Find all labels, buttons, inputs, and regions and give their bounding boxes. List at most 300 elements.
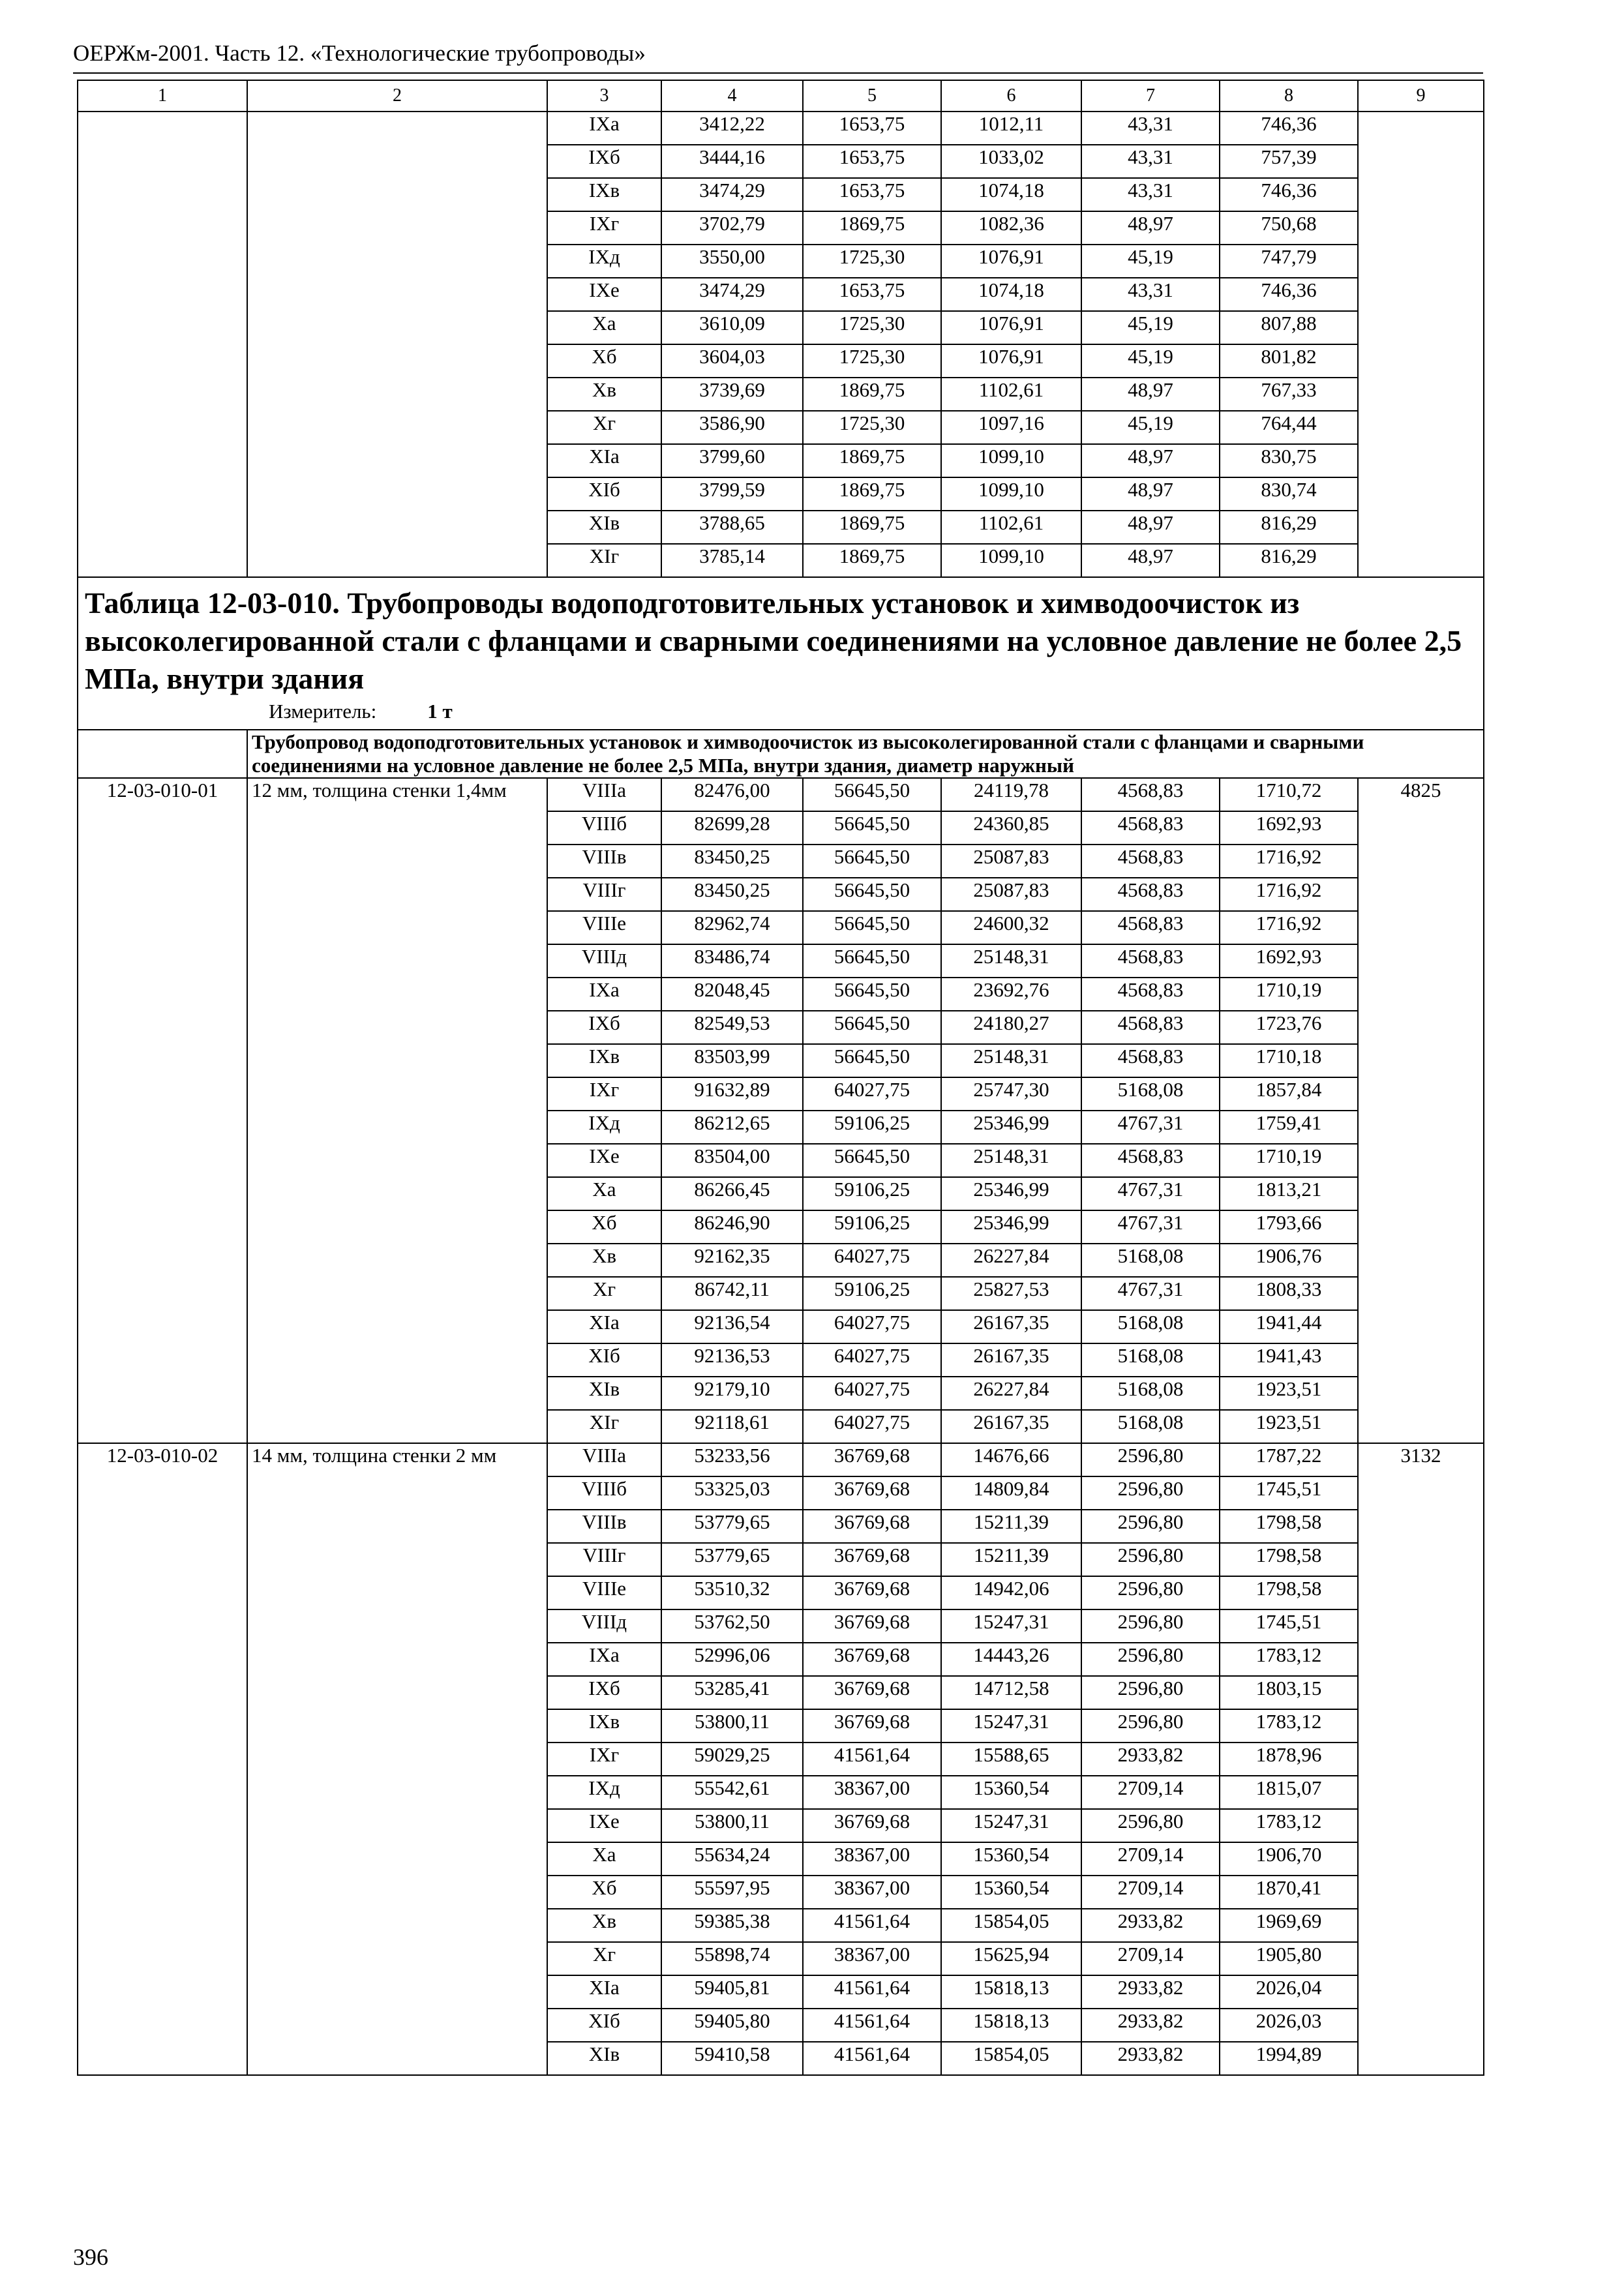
value-cell: 15360,54: [941, 1776, 1081, 1809]
value-cell: 816,29: [1220, 511, 1358, 544]
value-cell: 4568,83: [1081, 1044, 1220, 1077]
value-cell: 82048,45: [661, 978, 803, 1011]
value-cell: 36769,68: [803, 1543, 941, 1576]
value-cell: 92118,61: [661, 1410, 803, 1443]
value-cell: 767,33: [1220, 378, 1358, 411]
value-cell: 4568,83: [1081, 778, 1220, 811]
value-cell: 4767,31: [1081, 1177, 1220, 1210]
value-cell: 26167,35: [941, 1310, 1081, 1343]
value-cell: 1798,58: [1220, 1510, 1358, 1543]
value-cell: 1716,92: [1220, 878, 1358, 911]
value-cell: 1102,61: [941, 511, 1081, 544]
value-cell: 1870,41: [1220, 1876, 1358, 1909]
value-cell: 4568,83: [1081, 845, 1220, 878]
value-cell: 56645,50: [803, 878, 941, 911]
value-cell: 38367,00: [803, 1942, 941, 1975]
column-number: 9: [1358, 80, 1484, 112]
value-cell: 43,31: [1081, 178, 1220, 211]
table-row: [78, 112, 1484, 145]
value-cell: 1099,10: [941, 444, 1081, 477]
zone-cell: IXд: [547, 245, 661, 278]
value-cell: 4568,83: [1081, 944, 1220, 978]
zone-cell: XIа: [547, 444, 661, 477]
value-cell: 5168,08: [1081, 1343, 1220, 1377]
value-cell: 25827,53: [941, 1277, 1081, 1310]
description-cell-empty: [247, 112, 547, 577]
zone-cell: Xа: [547, 311, 661, 344]
zone-cell: IXе: [547, 1809, 661, 1842]
value-cell: 64027,75: [803, 1343, 941, 1377]
value-cell: 15360,54: [941, 1842, 1081, 1876]
value-cell: 1725,30: [803, 344, 941, 378]
value-cell: 82549,53: [661, 1011, 803, 1044]
value-cell: 1692,93: [1220, 811, 1358, 845]
value-cell: 1798,58: [1220, 1576, 1358, 1609]
value-cell: 25346,99: [941, 1111, 1081, 1144]
value-cell: 83450,25: [661, 878, 803, 911]
value-cell: 830,75: [1220, 444, 1358, 477]
value-cell: 1745,51: [1220, 1476, 1358, 1510]
value-cell: 53762,50: [661, 1609, 803, 1643]
value-cell: 2596,80: [1081, 1576, 1220, 1609]
value-cell: 1869,75: [803, 544, 941, 577]
value-cell: 1710,18: [1220, 1044, 1358, 1077]
value-cell: 1793,66: [1220, 1210, 1358, 1244]
value-cell: 2933,82: [1081, 2042, 1220, 2075]
value-cell: 757,39: [1220, 145, 1358, 178]
value-cell: 14443,26: [941, 1643, 1081, 1676]
value-cell: 36769,68: [803, 1576, 941, 1609]
value-cell: 1033,02: [941, 145, 1081, 178]
value-cell: 92136,54: [661, 1310, 803, 1343]
value-cell: 1710,19: [1220, 978, 1358, 1011]
value-cell: 2596,80: [1081, 1443, 1220, 1476]
value-cell: 56645,50: [803, 778, 941, 811]
value-cell: 5168,08: [1081, 1377, 1220, 1410]
value-cell: 56645,50: [803, 978, 941, 1011]
value-cell: 2596,80: [1081, 1709, 1220, 1743]
value-cell: 1076,91: [941, 311, 1081, 344]
value-cell: 25087,83: [941, 845, 1081, 878]
value-cell: 1869,75: [803, 378, 941, 411]
value-cell: 3474,29: [661, 278, 803, 311]
value-cell: 1994,89: [1220, 2042, 1358, 2075]
value-cell: 1941,43: [1220, 1343, 1358, 1377]
value-cell: 1653,75: [803, 112, 941, 145]
value-cell: 92179,10: [661, 1377, 803, 1410]
value-cell: 92136,53: [661, 1343, 803, 1377]
value-cell: 53800,11: [661, 1709, 803, 1743]
value-cell: 24600,32: [941, 911, 1081, 944]
value-cell: 15247,31: [941, 1609, 1081, 1643]
value-cell: 36769,68: [803, 1809, 941, 1842]
value-cell: 3412,22: [661, 112, 803, 145]
value-cell: 15818,13: [941, 1975, 1081, 2009]
item-weight: 3132: [1358, 1443, 1484, 2075]
value-cell: 3550,00: [661, 245, 803, 278]
value-cell: 1798,58: [1220, 1543, 1358, 1576]
value-cell: 3586,90: [661, 411, 803, 444]
value-cell: 25747,30: [941, 1077, 1081, 1111]
zone-cell: VIIIг: [547, 878, 661, 911]
value-cell: 25148,31: [941, 1144, 1081, 1177]
value-cell: 15854,05: [941, 1909, 1081, 1942]
value-cell: 2933,82: [1081, 1743, 1220, 1776]
value-cell: 1076,91: [941, 245, 1081, 278]
zone-cell: Xб: [547, 1876, 661, 1909]
value-cell: 2709,14: [1081, 1876, 1220, 1909]
value-cell: 1808,33: [1220, 1277, 1358, 1310]
value-cell: 83504,00: [661, 1144, 803, 1177]
value-cell: 14676,66: [941, 1443, 1081, 1476]
value-cell: 801,82: [1220, 344, 1358, 378]
value-cell: 1716,92: [1220, 845, 1358, 878]
meter-label: Измеритель:: [269, 700, 377, 723]
value-cell: 1076,91: [941, 344, 1081, 378]
value-cell: 2026,04: [1220, 1975, 1358, 2009]
value-cell: 1099,10: [941, 477, 1081, 511]
zone-cell: VIIIв: [547, 845, 661, 878]
value-cell: 24119,78: [941, 778, 1081, 811]
zone-cell: IXд: [547, 1111, 661, 1144]
value-cell: 2596,80: [1081, 1510, 1220, 1543]
zone-cell: VIIIе: [547, 1576, 661, 1609]
value-cell: 1099,10: [941, 544, 1081, 577]
value-cell: 56645,50: [803, 1044, 941, 1077]
meter-unit: 1 т: [427, 700, 453, 723]
value-cell: 36769,68: [803, 1609, 941, 1643]
value-cell: 55898,74: [661, 1942, 803, 1975]
value-cell: 45,19: [1081, 245, 1220, 278]
value-cell: 59106,25: [803, 1210, 941, 1244]
zone-cell: VIIIа: [547, 1443, 661, 1476]
value-cell: 14942,06: [941, 1576, 1081, 1609]
value-cell: 36769,68: [803, 1443, 941, 1476]
value-cell: 746,36: [1220, 278, 1358, 311]
value-cell: 25087,83: [941, 878, 1081, 911]
zone-cell: Xв: [547, 378, 661, 411]
code-cell-empty: [78, 112, 247, 577]
zone-cell: IXб: [547, 1676, 661, 1709]
value-cell: 59405,81: [661, 1975, 803, 2009]
value-cell: 3739,69: [661, 378, 803, 411]
zone-cell: XIг: [547, 1410, 661, 1443]
value-cell: 26167,35: [941, 1410, 1081, 1443]
section-heading-row: [78, 730, 1484, 778]
value-cell: 45,19: [1081, 344, 1220, 378]
value-cell: 2596,80: [1081, 1609, 1220, 1643]
table-row: [78, 1443, 1484, 1476]
zone-cell: XIа: [547, 1975, 661, 2009]
zone-cell: Xг: [547, 411, 661, 444]
header-rule: [73, 72, 1483, 74]
value-cell: 82476,00: [661, 778, 803, 811]
value-cell: 15247,31: [941, 1809, 1081, 1842]
value-cell: 53779,65: [661, 1543, 803, 1576]
value-cell: 86212,65: [661, 1111, 803, 1144]
value-cell: 45,19: [1081, 411, 1220, 444]
zone-cell: XIб: [547, 2009, 661, 2042]
zone-cell: IXв: [547, 178, 661, 211]
value-cell: 36769,68: [803, 1709, 941, 1743]
table-title-cell: [78, 577, 1484, 730]
zone-cell: Xа: [547, 1842, 661, 1876]
value-cell: 25346,99: [941, 1177, 1081, 1210]
zone-cell: VIIIа: [547, 778, 661, 811]
value-cell: 48,97: [1081, 544, 1220, 577]
value-cell: 56645,50: [803, 811, 941, 845]
value-cell: 1710,19: [1220, 1144, 1358, 1177]
value-cell: 2933,82: [1081, 1909, 1220, 1942]
value-cell: 1082,36: [941, 211, 1081, 245]
zone-cell: IXа: [547, 112, 661, 145]
value-cell: 83503,99: [661, 1044, 803, 1077]
column-number: 7: [1081, 80, 1220, 112]
value-cell: 56645,50: [803, 944, 941, 978]
zone-cell: XIб: [547, 477, 661, 511]
value-cell: 1783,12: [1220, 1643, 1358, 1676]
value-cell: 3604,03: [661, 344, 803, 378]
zone-cell: IXе: [547, 1144, 661, 1177]
value-cell: 807,88: [1220, 311, 1358, 344]
value-cell: 4568,83: [1081, 878, 1220, 911]
value-cell: 38367,00: [803, 1842, 941, 1876]
value-cell: 1725,30: [803, 245, 941, 278]
value-cell: 1905,80: [1220, 1942, 1358, 1975]
value-cell: 91632,89: [661, 1077, 803, 1111]
value-cell: 15211,39: [941, 1510, 1081, 1543]
value-cell: 1923,51: [1220, 1377, 1358, 1410]
value-cell: 1723,76: [1220, 1011, 1358, 1044]
value-cell: 38367,00: [803, 1876, 941, 1909]
zone-cell: IXа: [547, 1643, 661, 1676]
value-cell: 59405,80: [661, 2009, 803, 2042]
value-cell: 53325,03: [661, 1476, 803, 1510]
zone-cell: XIг: [547, 544, 661, 577]
value-cell: 747,79: [1220, 245, 1358, 278]
value-cell: 86266,45: [661, 1177, 803, 1210]
value-cell: 64027,75: [803, 1377, 941, 1410]
value-cell: 2933,82: [1081, 1975, 1220, 2009]
value-cell: 26167,35: [941, 1343, 1081, 1377]
value-cell: 43,31: [1081, 278, 1220, 311]
value-cell: 2709,14: [1081, 1776, 1220, 1809]
running-header: ОЕРЖм-2001. Часть 12. «Технологические трубопроводы»: [73, 40, 646, 66]
value-cell: 64027,75: [803, 1410, 941, 1443]
value-cell: 59410,58: [661, 2042, 803, 2075]
zone-cell: Xв: [547, 1909, 661, 1942]
value-cell: 48,97: [1081, 211, 1220, 245]
zone-cell: Xв: [547, 1244, 661, 1277]
value-cell: 25346,99: [941, 1210, 1081, 1244]
value-cell: 1857,84: [1220, 1077, 1358, 1111]
value-cell: 53510,32: [661, 1576, 803, 1609]
value-cell: 1725,30: [803, 411, 941, 444]
value-cell: 4767,31: [1081, 1111, 1220, 1144]
value-cell: 1745,51: [1220, 1609, 1358, 1643]
value-cell: 82962,74: [661, 911, 803, 944]
zone-cell: VIIIд: [547, 944, 661, 978]
value-cell: 1969,69: [1220, 1909, 1358, 1942]
value-cell: 26227,84: [941, 1244, 1081, 1277]
value-cell: 1869,75: [803, 444, 941, 477]
value-cell: 24180,27: [941, 1011, 1081, 1044]
item-description: 12 мм, толщина стенки 1,4мм: [247, 778, 547, 1443]
value-cell: 56645,50: [803, 845, 941, 878]
value-cell: 86246,90: [661, 1210, 803, 1244]
value-cell: 59106,25: [803, 1177, 941, 1210]
zone-cell: IXг: [547, 1743, 661, 1776]
value-cell: 52996,06: [661, 1643, 803, 1676]
value-cell: 43,31: [1081, 112, 1220, 145]
value-cell: 48,97: [1081, 511, 1220, 544]
value-cell: 23692,76: [941, 978, 1081, 1011]
value-cell: 2596,80: [1081, 1809, 1220, 1842]
value-cell: 5168,08: [1081, 1244, 1220, 1277]
zone-cell: IXе: [547, 278, 661, 311]
value-cell: 14712,58: [941, 1676, 1081, 1709]
item-description: 14 мм, толщина стенки 2 мм: [247, 1443, 547, 2075]
value-cell: 15625,94: [941, 1942, 1081, 1975]
value-cell: 3702,79: [661, 211, 803, 245]
value-cell: 64027,75: [803, 1244, 941, 1277]
value-cell: 1783,12: [1220, 1709, 1358, 1743]
value-cell: 5168,08: [1081, 1310, 1220, 1343]
value-cell: 1813,21: [1220, 1177, 1358, 1210]
item-weight: 4825: [1358, 778, 1484, 1443]
value-cell: 4568,83: [1081, 978, 1220, 1011]
column-number: 1: [78, 80, 247, 112]
zone-cell: Xа: [547, 1177, 661, 1210]
value-cell: 15360,54: [941, 1876, 1081, 1909]
value-cell: 83486,74: [661, 944, 803, 978]
value-cell: 24360,85: [941, 811, 1081, 845]
value-cell: 3799,59: [661, 477, 803, 511]
zone-cell: VIIIд: [547, 1609, 661, 1643]
value-cell: 2933,82: [1081, 2009, 1220, 2042]
value-cell: 55597,95: [661, 1876, 803, 1909]
value-cell: 1869,75: [803, 511, 941, 544]
zone-cell: XIв: [547, 2042, 661, 2075]
value-cell: 1815,07: [1220, 1776, 1358, 1809]
value-cell: 1692,93: [1220, 944, 1358, 978]
value-cell: 4568,83: [1081, 811, 1220, 845]
value-cell: 41561,64: [803, 1743, 941, 1776]
value-cell: 3788,65: [661, 511, 803, 544]
value-cell: 2709,14: [1081, 1942, 1220, 1975]
value-cell: 26227,84: [941, 1377, 1081, 1410]
value-cell: 2596,80: [1081, 1543, 1220, 1576]
value-cell: 15854,05: [941, 2042, 1081, 2075]
zone-cell: IXг: [547, 1077, 661, 1111]
value-cell: 41561,64: [803, 1909, 941, 1942]
value-cell: 1074,18: [941, 178, 1081, 211]
value-cell: 41561,64: [803, 1975, 941, 2009]
value-cell: 1878,96: [1220, 1743, 1358, 1776]
zone-cell: VIIIб: [547, 811, 661, 845]
value-cell: 1653,75: [803, 278, 941, 311]
value-cell: 43,31: [1081, 145, 1220, 178]
value-cell: 830,74: [1220, 477, 1358, 511]
value-cell: 64027,75: [803, 1077, 941, 1111]
table-title-row: [78, 577, 1484, 730]
value-cell: 2596,80: [1081, 1476, 1220, 1510]
meter-row: [85, 698, 1477, 725]
value-cell: 59029,25: [661, 1743, 803, 1776]
column-number-row: [78, 80, 1484, 112]
zone-cell: IXв: [547, 1044, 661, 1077]
column-number: 4: [661, 80, 803, 112]
column-number: 6: [941, 80, 1081, 112]
value-cell: 2709,14: [1081, 1842, 1220, 1876]
value-cell: 4767,31: [1081, 1210, 1220, 1244]
table-title: Таблица 12-03-010. Трубопроводы водоподготовительных установок и химводоочисток из высоколегированной стали с фланцами и сварными соединениями на условное давление не более 2,5 МПа, внутри здания: [85, 586, 1462, 695]
price-table: [77, 80, 1484, 2076]
value-cell: 1653,75: [803, 145, 941, 178]
value-cell: 1759,41: [1220, 1111, 1358, 1144]
table-body: [78, 80, 1484, 2075]
value-cell: 59106,25: [803, 1277, 941, 1310]
value-cell: 38367,00: [803, 1776, 941, 1809]
item-code: 12-03-010-01: [78, 778, 247, 1443]
zone-cell: VIIIг: [547, 1543, 661, 1576]
value-cell: 36769,68: [803, 1643, 941, 1676]
value-cell: 4568,83: [1081, 1011, 1220, 1044]
value-cell: 1012,11: [941, 112, 1081, 145]
value-cell: 36769,68: [803, 1510, 941, 1543]
value-cell: 59385,38: [661, 1909, 803, 1942]
value-cell: 53285,41: [661, 1676, 803, 1709]
value-cell: 48,97: [1081, 444, 1220, 477]
item-code: 12-03-010-02: [78, 1443, 247, 2075]
zone-cell: VIIIв: [547, 1510, 661, 1543]
value-cell: 55634,24: [661, 1842, 803, 1876]
zone-cell: XIа: [547, 1310, 661, 1343]
zone-cell: IXб: [547, 145, 661, 178]
value-cell: 764,44: [1220, 411, 1358, 444]
value-cell: 2026,03: [1220, 2009, 1358, 2042]
section-code-cell-empty: [78, 730, 247, 778]
zone-cell: IXа: [547, 978, 661, 1011]
value-cell: 3799,60: [661, 444, 803, 477]
zone-cell: Xг: [547, 1277, 661, 1310]
value-cell: 5168,08: [1081, 1410, 1220, 1443]
section-heading: Трубопровод водоподготовительных установок и химводоочисток из высоколегированной стали с фланцами и сварными соединениями на условное давление не более 2,5 МПа, внутри здания, диаметр наружный: [247, 730, 1484, 778]
value-cell: 41561,64: [803, 2009, 941, 2042]
zone-cell: IXв: [547, 1709, 661, 1743]
value-cell: 2596,80: [1081, 1643, 1220, 1676]
value-cell: 3444,16: [661, 145, 803, 178]
value-cell: 746,36: [1220, 112, 1358, 145]
value-cell: 41561,64: [803, 2042, 941, 2075]
value-cell: 2596,80: [1081, 1676, 1220, 1709]
value-cell: 1074,18: [941, 278, 1081, 311]
zone-cell: Xг: [547, 1942, 661, 1975]
value-cell: 36769,68: [803, 1676, 941, 1709]
value-cell: 1803,15: [1220, 1676, 1358, 1709]
value-cell: 1725,30: [803, 311, 941, 344]
weight-cell-empty: [1358, 112, 1484, 577]
column-number: 2: [247, 80, 547, 112]
value-cell: 746,36: [1220, 178, 1358, 211]
table-row: [78, 778, 1484, 811]
zone-cell: IXг: [547, 211, 661, 245]
zone-cell: Xб: [547, 1210, 661, 1244]
value-cell: 5168,08: [1081, 1077, 1220, 1111]
zone-cell: VIIIе: [547, 911, 661, 944]
zone-cell: XIв: [547, 511, 661, 544]
column-number: 3: [547, 80, 661, 112]
